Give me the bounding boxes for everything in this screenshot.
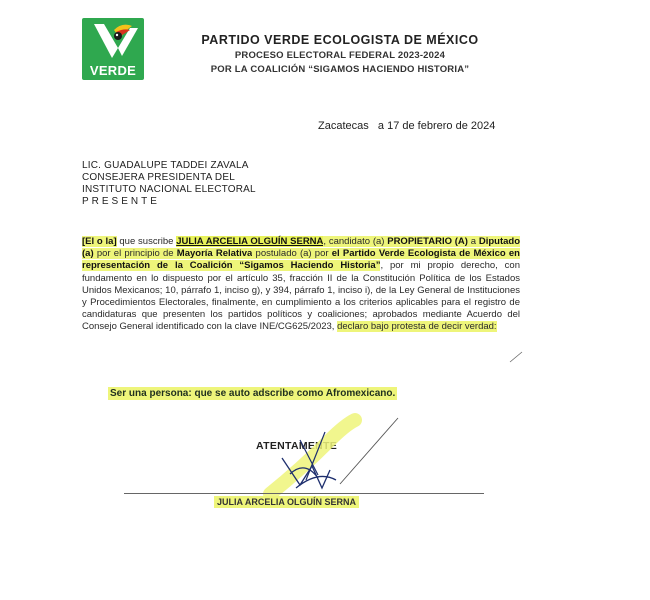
body-pronoun: [El o la] xyxy=(82,236,117,247)
addressee-name: LIC. GUADALUPE TADDEI ZAVALA xyxy=(82,160,249,171)
signature-line xyxy=(124,493,484,494)
body-legal-text: , por mi propio derecho, con fundamento en lo dispuesto por el artículo 35, fracción II de la Constitución Política de los Estados Unidos Mexicanos; 10, párrafo 1, inciso g), y 394, párrafo 1, inciso i), de la Ley General de Instituciones y Procedimientos Electorales, finalmente, en cumplimiento a los criterios aplicables para el registro de candidaturas que presenten los partidos políticos y coaliciones; aprobados mediante Acuerdo del Consejo General identificado con la clave INE/CG625/2023, xyxy=(82,260,520,333)
body-text: a xyxy=(467,236,479,247)
closing-atentamente: ATENTAMENTE xyxy=(256,440,338,452)
addressee-title: CONSEJERA PRESIDENTA DEL xyxy=(82,172,235,183)
header-title: PARTIDO VERDE ECOLOGISTA DE MÉXICO xyxy=(201,33,479,47)
body-text: , candidato (a) xyxy=(323,236,388,247)
election-principle: Mayoría Relativa xyxy=(176,248,253,260)
logo-text: VERDE xyxy=(89,63,137,78)
party-coalition: el Partido Verde Ecologista de México en representación de la Coalición “Sigamos Haciendo Historia” xyxy=(82,248,520,272)
self-identification-statement: Ser una persona: que se auto adscribe como Afromexicano. xyxy=(110,388,396,399)
candidate-name: JULIA ARCELIA OLGUÍN SERNA xyxy=(176,236,324,247)
body-text: postulado (a) por xyxy=(252,248,332,260)
header-subtitle-process: PROCESO ELECTORAL FEDERAL 2023-2024 xyxy=(234,50,446,61)
candidacy-type: PROPIETARIO (A) xyxy=(387,236,468,247)
addressee-institution: INSTITUTO NACIONAL ELECTORAL xyxy=(82,184,256,195)
signer-name: JULIA ARCELIA OLGUÍN SERNA xyxy=(214,496,359,508)
header-subtitle-coalition: POR LA COALICIÓN “SIGAMOS HACIENDO HISTORIA” xyxy=(210,64,470,75)
addressee-presente: PRESENTE xyxy=(82,196,160,207)
date-line: Zacatecas a 17 de febrero de 2024 xyxy=(318,120,496,132)
body-text: que suscribe xyxy=(116,236,177,247)
body-text: por el principio de xyxy=(93,248,177,260)
office: Diputado (a) xyxy=(82,236,521,260)
declaration-text: declaro bajo protesta de decir verdad: xyxy=(337,321,497,333)
